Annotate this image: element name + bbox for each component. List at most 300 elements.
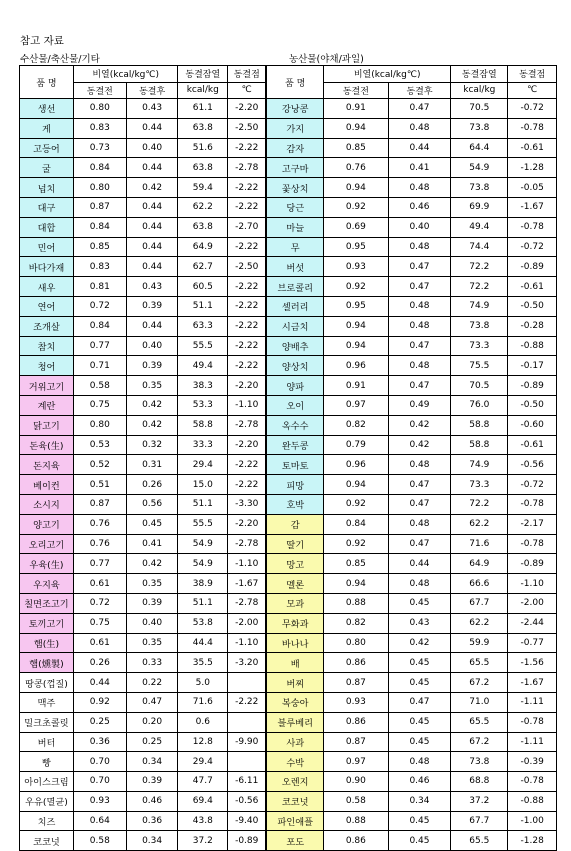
left-point-cell: -2.22 [228,455,267,475]
right-point-cell: -0.61 [508,277,557,297]
left-point-cell: -2.20 [228,99,267,119]
left-before-cell: 0.93 [73,791,126,811]
table-row [20,257,557,277]
left-latent-cell: 5.0 [178,673,228,693]
right-item-name: 토마토 [266,455,323,475]
left-point-cell: -2.22 [228,197,267,217]
left-item-name: 대합 [20,217,74,237]
right-after-cell: 0.46 [388,197,451,217]
right-before-header: 동결전 [324,82,389,99]
right-latent-cell: 69.9 [451,197,508,217]
right-before-cell: 0.94 [324,118,389,138]
right-point-cell: -0.28 [508,316,557,336]
right-point-cell: -0.17 [508,356,557,376]
right-item-name: 오렌지 [266,772,323,792]
table-row [20,415,557,435]
left-latent-cell: 62.7 [178,257,228,277]
left-before-cell: 0.80 [73,99,126,119]
left-point-cell: -1.67 [228,574,267,594]
left-item-name: 칠면조고기 [20,593,74,613]
left-item-name: 생선 [20,99,74,119]
left-after-cell: 0.45 [126,514,178,534]
right-latent-cell: 72.2 [451,277,508,297]
right-after-cell: 0.45 [388,831,451,851]
right-latent-cell: 64.4 [451,138,508,158]
left-after-cell: 0.43 [126,277,178,297]
left-point-cell: -2.70 [228,217,267,237]
right-item-name: 꽃상치 [266,178,323,198]
left-item-name: 청어 [20,356,74,376]
left-before-cell: 0.75 [73,395,126,415]
right-item-name: 옥수수 [266,415,323,435]
left-point-cell: -2.22 [228,356,267,376]
left-item-name: 거위고기 [20,376,74,396]
right-item-name: 오이 [266,395,323,415]
right-before-cell: 0.93 [324,692,389,712]
right-latent-cell: 73.3 [451,475,508,495]
left-item-name: 아이스크림 [20,772,74,792]
right-latent-cell: 67.7 [451,811,508,831]
left-after-cell: 0.43 [126,99,178,119]
left-before-cell: 0.83 [73,118,126,138]
left-point-cell: -1.10 [228,395,267,415]
left-item-name: 베이컨 [20,475,74,495]
table-row [20,395,557,415]
right-after-cell: 0.47 [388,692,451,712]
right-item-name: 무화과 [266,613,323,633]
page-title: 참고 자료 [20,35,64,47]
header-row-1 [20,66,557,83]
right-before-cell: 0.91 [324,99,389,119]
right-before-cell: 0.96 [324,455,389,475]
right-item-name: 사과 [266,732,323,752]
right-item-name: 딸기 [266,534,323,554]
left-latent-cell: 51.1 [178,296,228,316]
left-after-cell: 0.44 [126,316,178,336]
right-latent-cell: 76.0 [451,395,508,415]
right-before-cell: 0.76 [324,158,389,178]
right-item-name: 셀러리 [266,296,323,316]
right-after-cell: 0.42 [388,415,451,435]
right-point-cell: -0.39 [508,752,557,772]
left-before-cell: 0.70 [73,752,126,772]
left-after-cell: 0.31 [126,455,178,475]
left-item-name: 오리고기 [20,534,74,554]
left-latent-cell: 38.3 [178,376,228,396]
right-item-name: 무 [266,237,323,257]
left-point-cell: -2.00 [228,613,267,633]
right-point-cell: -0.72 [508,475,557,495]
right-item-name: 복숭아 [266,692,323,712]
left-before-cell: 0.73 [73,138,126,158]
right-item-name: 강낭콩 [266,99,323,119]
left-point-cell: -6.11 [228,772,267,792]
right-before-cell: 0.69 [324,217,389,237]
right-before-cell: 0.82 [324,613,389,633]
left-item-name: 땅콩(껍질) [20,673,74,693]
left-point-cell [228,712,267,732]
right-latent-cell: 58.8 [451,415,508,435]
table-row [20,296,557,316]
right-after-cell: 0.47 [388,277,451,297]
left-point-unit: ℃ [228,82,267,99]
right-latent-cell: 71.0 [451,692,508,712]
left-before-cell: 0.80 [73,415,126,435]
table-row [20,653,557,673]
right-point-cell: -1.11 [508,692,557,712]
right-point-cell: -0.61 [508,435,557,455]
left-after-cell: 0.20 [126,712,178,732]
right-point-cell: -0.56 [508,455,557,475]
left-latent-cell: 63.8 [178,118,228,138]
left-item-name: 밀크초콜릿 [20,712,74,732]
right-latent-unit: kcal/kg [451,82,508,99]
right-item-name: 고구마 [266,158,323,178]
right-item-name: 완두콩 [266,435,323,455]
left-before-cell: 0.25 [73,712,126,732]
table-row [20,752,557,772]
right-specific-heat-header: 비열(kcal/kg℃) [324,66,451,83]
right-item-name: 버섯 [266,257,323,277]
right-before-cell: 0.88 [324,811,389,831]
left-before-cell: 0.76 [73,514,126,534]
table-row [20,791,557,811]
right-latent-cell: 54.9 [451,158,508,178]
left-after-cell: 0.25 [126,732,178,752]
freezing-data-table [19,65,557,851]
left-after-cell: 0.34 [126,831,178,851]
left-latent-cell: 51.1 [178,593,228,613]
left-point-cell: -1.10 [228,633,267,653]
left-item-name: 맥주 [20,692,74,712]
table-row [20,811,557,831]
right-point-cell: -0.89 [508,376,557,396]
right-after-cell: 0.42 [388,633,451,653]
right-latent-cell: 74.9 [451,455,508,475]
right-latent-cell: 72.2 [451,494,508,514]
left-latent-cell: 29.4 [178,752,228,772]
right-latent-cell: 67.7 [451,593,508,613]
right-after-cell: 0.41 [388,158,451,178]
right-after-cell: 0.48 [388,514,451,534]
right-latent-header: 동결잠열 [451,66,508,83]
right-point-cell: -1.67 [508,673,557,693]
left-point-cell: -2.22 [228,178,267,198]
right-item-name: 시금치 [266,316,323,336]
right-item-name: 양파 [266,376,323,396]
right-point-cell: -0.50 [508,296,557,316]
right-latent-cell: 64.9 [451,554,508,574]
right-latent-cell: 74.9 [451,296,508,316]
left-point-cell: -2.22 [228,692,267,712]
right-point-cell: -0.88 [508,791,557,811]
right-before-cell: 0.86 [324,712,389,732]
left-point-cell: -2.22 [228,138,267,158]
left-latent-cell: 58.8 [178,415,228,435]
table-row [20,831,557,851]
table-row [20,692,557,712]
left-latent-cell: 33.3 [178,435,228,455]
right-after-cell: 0.45 [388,732,451,752]
left-latent-cell: 55.5 [178,336,228,356]
left-before-cell: 0.80 [73,178,126,198]
left-item-name: 버터 [20,732,74,752]
right-before-cell: 0.82 [324,415,389,435]
left-latent-cell: 60.5 [178,277,228,297]
left-point-cell: -2.22 [228,237,267,257]
right-before-cell: 0.92 [324,277,389,297]
table-row [20,237,557,257]
left-point-cell: -2.22 [228,277,267,297]
table-row [20,534,557,554]
right-point-cell: -0.05 [508,178,557,198]
right-item-name: 파인애플 [266,811,323,831]
left-before-cell: 0.58 [73,831,126,851]
left-latent-cell: 63.3 [178,316,228,336]
right-point-cell: -0.72 [508,99,557,119]
table-row [20,514,557,534]
right-before-cell: 0.94 [324,475,389,495]
right-after-cell: 0.47 [388,336,451,356]
right-latent-cell: 67.2 [451,673,508,693]
right-latent-cell: 49.4 [451,217,508,237]
left-latent-cell: 49.4 [178,356,228,376]
right-latent-cell: 37.2 [451,791,508,811]
left-item-name: 참치 [20,336,74,356]
left-item-name: 조개살 [20,316,74,336]
left-before-cell: 0.64 [73,811,126,831]
right-after-cell: 0.45 [388,811,451,831]
right-before-cell: 0.80 [324,633,389,653]
left-specific-heat-header: 비열(kcal/kg℃) [73,66,178,83]
left-latent-cell: 29.4 [178,455,228,475]
left-before-header: 동결전 [73,82,126,99]
right-before-cell: 0.85 [324,138,389,158]
right-latent-cell: 59.9 [451,633,508,653]
right-before-cell: 0.97 [324,752,389,772]
right-after-cell: 0.47 [388,99,451,119]
left-before-cell: 0.84 [73,217,126,237]
left-item-name: 치즈 [20,811,74,831]
right-item-name: 감 [266,514,323,534]
right-point-cell: -0.50 [508,395,557,415]
left-item-name: 코코넛 [20,831,74,851]
left-latent-header: 동결잠열 [178,66,228,83]
left-section-title: 수산물/축산물/기타 [20,54,100,65]
right-latent-cell: 74.4 [451,237,508,257]
table-row [20,435,557,455]
right-latent-cell: 58.8 [451,435,508,455]
right-point-cell: -1.28 [508,158,557,178]
left-item-name: 대구 [20,197,74,217]
right-before-cell: 0.92 [324,494,389,514]
left-latent-cell: 63.8 [178,217,228,237]
right-after-cell: 0.48 [388,356,451,376]
right-latent-cell: 73.8 [451,118,508,138]
left-after-cell: 0.44 [126,217,178,237]
left-after-cell: 0.56 [126,494,178,514]
left-item-name: 바다가재 [20,257,74,277]
left-point-cell: -2.22 [228,336,267,356]
right-latent-cell: 68.8 [451,772,508,792]
left-latent-cell: 71.6 [178,692,228,712]
left-before-cell: 0.85 [73,237,126,257]
right-latent-cell: 73.8 [451,752,508,772]
left-latent-cell: 37.2 [178,831,228,851]
right-point-cell: -0.88 [508,336,557,356]
right-after-cell: 0.48 [388,316,451,336]
right-after-cell: 0.45 [388,673,451,693]
right-before-cell: 0.88 [324,593,389,613]
left-before-cell: 0.77 [73,554,126,574]
right-item-name: 마늘 [266,217,323,237]
right-item-name: 피망 [266,475,323,495]
right-before-cell: 0.95 [324,296,389,316]
left-latent-cell: 64.9 [178,237,228,257]
right-latent-cell: 67.2 [451,732,508,752]
right-item-name: 당근 [266,197,323,217]
right-latent-cell: 72.2 [451,257,508,277]
left-latent-cell: 38.9 [178,574,228,594]
left-item-name: 새우 [20,277,74,297]
left-after-cell: 0.42 [126,415,178,435]
right-item-name: 블루베리 [266,712,323,732]
right-before-cell: 0.95 [324,237,389,257]
right-item-name: 감자 [266,138,323,158]
right-point-cell: -1.11 [508,732,557,752]
right-before-cell: 0.96 [324,356,389,376]
right-after-cell: 0.48 [388,118,451,138]
right-item-name: 포도 [266,831,323,851]
left-after-cell: 0.40 [126,336,178,356]
right-item-name: 모과 [266,593,323,613]
right-section-title: 농산물(야채/과일) [289,54,364,65]
left-latent-cell: 62.2 [178,197,228,217]
right-point-cell: -1.10 [508,574,557,594]
left-item-name: 우지육 [20,574,74,594]
left-latent-cell: 54.9 [178,534,228,554]
left-after-cell: 0.39 [126,772,178,792]
left-point-cell: -1.10 [228,554,267,574]
left-item-name: 양고기 [20,514,74,534]
left-point-cell: -2.20 [228,435,267,455]
left-after-cell: 0.42 [126,178,178,198]
left-before-cell: 0.87 [73,197,126,217]
left-item-name: 빵 [20,752,74,772]
right-after-cell: 0.42 [388,435,451,455]
right-after-cell: 0.44 [388,138,451,158]
right-before-cell: 0.91 [324,376,389,396]
left-item-name: 소시지 [20,494,74,514]
left-point-cell: -0.56 [228,791,267,811]
right-point-cell: -2.00 [508,593,557,613]
left-after-cell: 0.39 [126,593,178,613]
left-item-name: 닭고기 [20,415,74,435]
right-after-cell: 0.44 [388,554,451,574]
left-point-cell: -2.50 [228,257,267,277]
left-item-name: 우육(生) [20,554,74,574]
left-point-cell: -0.89 [228,831,267,851]
right-after-cell: 0.49 [388,395,451,415]
right-point-header: 동결점 [508,66,557,83]
left-after-cell: 0.22 [126,673,178,693]
right-latent-cell: 73.8 [451,316,508,336]
left-before-cell: 0.84 [73,158,126,178]
right-before-cell: 0.94 [324,574,389,594]
table-row [20,197,557,217]
right-item-name: 호박 [266,494,323,514]
right-latent-cell: 75.5 [451,356,508,376]
left-before-cell: 0.75 [73,613,126,633]
right-point-cell: -0.89 [508,554,557,574]
left-point-cell: -9.90 [228,732,267,752]
left-item-name: 고등어 [20,138,74,158]
left-point-cell: -2.22 [228,316,267,336]
left-before-cell: 0.36 [73,732,126,752]
left-after-cell: 0.44 [126,158,178,178]
right-item-name: 브로콜리 [266,277,323,297]
right-after-cell: 0.43 [388,613,451,633]
right-before-cell: 0.87 [324,673,389,693]
right-before-cell: 0.94 [324,336,389,356]
left-item-name: 우유(멸균) [20,791,74,811]
right-after-header: 동결후 [388,82,451,99]
right-item-name: 바나나 [266,633,323,653]
left-latent-cell: 43.8 [178,811,228,831]
right-item-name: 배 [266,653,323,673]
right-point-cell: -1.67 [508,197,557,217]
left-before-cell: 0.52 [73,455,126,475]
left-after-cell: 0.44 [126,197,178,217]
right-before-cell: 0.86 [324,831,389,851]
right-after-cell: 0.48 [388,178,451,198]
table-row [20,99,557,119]
right-latent-cell: 73.3 [451,336,508,356]
left-point-cell: -2.78 [228,534,267,554]
left-point-cell: -9.40 [228,811,267,831]
right-point-cell: -0.78 [508,494,557,514]
right-point-cell: -0.72 [508,237,557,257]
right-point-cell: -0.78 [508,534,557,554]
left-before-cell: 0.83 [73,257,126,277]
right-point-cell: -0.78 [508,712,557,732]
right-before-cell: 0.90 [324,772,389,792]
table-row [20,118,557,138]
left-latent-unit: kcal/kg [178,82,228,99]
left-after-cell: 0.33 [126,653,178,673]
table-row [20,455,557,475]
left-name-header: 품 명 [20,66,74,99]
left-item-name: 민어 [20,237,74,257]
right-before-cell: 0.93 [324,257,389,277]
right-item-name: 수박 [266,752,323,772]
left-item-name: 햄(生) [20,633,74,653]
left-before-cell: 0.81 [73,277,126,297]
table-row [20,494,557,514]
right-after-cell: 0.47 [388,257,451,277]
right-latent-cell: 70.5 [451,376,508,396]
left-latent-cell: 15.0 [178,475,228,495]
right-point-cell: -0.61 [508,138,557,158]
right-point-cell: -0.78 [508,772,557,792]
right-point-cell: -0.77 [508,633,557,653]
left-item-name: 토끼고기 [20,613,74,633]
right-after-cell: 0.48 [388,752,451,772]
left-after-cell: 0.26 [126,475,178,495]
left-item-name: 계란 [20,395,74,415]
right-after-cell: 0.45 [388,593,451,613]
left-latent-cell: 51.1 [178,494,228,514]
